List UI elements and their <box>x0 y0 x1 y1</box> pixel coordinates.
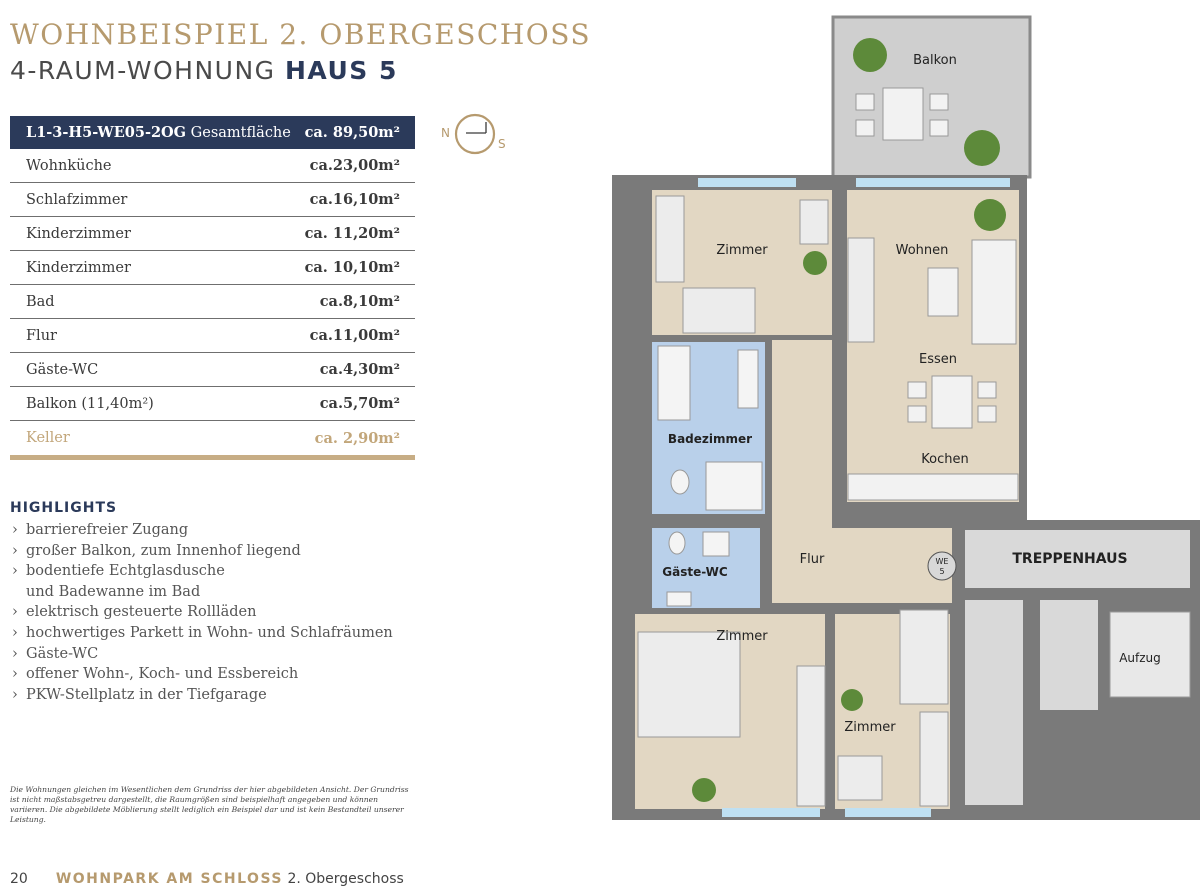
area-value: ca.11,00m² <box>309 327 400 344</box>
toilet <box>669 532 685 554</box>
stairs-right <box>1040 600 1098 710</box>
bed <box>683 288 755 333</box>
chair <box>978 382 996 398</box>
area-value: ca.23,00m² <box>309 157 400 174</box>
area-row <box>10 251 415 285</box>
chair <box>908 406 926 422</box>
sink <box>703 532 729 556</box>
footer-floor: 2. Obergeschoss <box>283 871 404 887</box>
list-item: › barrierefreier Zugang <box>10 520 393 541</box>
label-wohnen: Wohnen <box>895 243 949 258</box>
label-treppenhaus: TREPPENHAUS <box>1012 551 1128 567</box>
cabinet <box>848 238 874 342</box>
room-flur-upper <box>772 340 832 530</box>
window <box>856 178 1010 187</box>
area-value: ca. 10,10m² <box>304 259 400 276</box>
area-value: ca.4,30m² <box>319 361 400 378</box>
dining-table <box>932 376 972 428</box>
plant-icon <box>692 778 716 802</box>
area-row <box>10 285 415 319</box>
toilet <box>671 470 689 494</box>
list-item: und Badewanne im Bad <box>26 583 201 600</box>
shower-tray <box>667 592 691 606</box>
chair <box>856 120 874 136</box>
area-row-keller <box>10 421 415 455</box>
area-label: Schlafzimmer <box>26 191 128 208</box>
compass-north: N <box>441 126 450 140</box>
chair <box>856 94 874 110</box>
compass-south: S <box>498 137 506 151</box>
area-value: ca.5,70m² <box>319 395 400 412</box>
area-row <box>10 217 415 251</box>
plant-icon <box>841 689 863 711</box>
area-value: ca. 2,90m² <box>314 429 400 447</box>
list-item: › hochwertiges Parkett in Wohn- und Schlafräumen <box>10 623 393 644</box>
label-balkon: Balkon <box>913 53 957 68</box>
balcony-table <box>883 88 923 140</box>
area-label: Wohnküche <box>26 157 112 174</box>
label-gaeste-wc: Gäste-WC <box>662 565 728 579</box>
label-we-number: 5 <box>939 567 945 576</box>
area-value: ca. 11,20m² <box>304 225 400 242</box>
total-area-label <box>26 124 291 141</box>
total-area-value: ca. 89,50m² <box>304 124 400 141</box>
chair <box>930 94 948 110</box>
label-essen: Essen <box>919 352 957 367</box>
disclaimer: Die Wohnungen gleichen im Wesentlichen dem Grundriss der hier abgebildeten Ansicht. Der Grundriss ist nicht maßstabsgetreu dargestellt, die Raumgrößen sind beispielhaft angegeben und können variieren. Die abgebildete Möblierung stellt lediglich ein Beispiel dar und ist kein Bestandteil unserer Leistung. <box>10 785 409 824</box>
label-zimmer-bottom-left: Zimmer <box>716 629 768 644</box>
area-label: Flur <box>26 327 57 344</box>
area-table <box>10 116 415 460</box>
stairs-left <box>965 600 1023 805</box>
floor-plan <box>610 15 1200 830</box>
wardrobe <box>920 712 948 806</box>
label-badezimmer: Badezimmer <box>667 432 753 446</box>
area-table-header <box>10 116 415 149</box>
window <box>845 808 931 817</box>
chair <box>930 120 948 136</box>
list-item: › Gäste-WC <box>10 644 393 665</box>
subtitle-house: HAUS 5 <box>284 56 398 85</box>
label-flur: Flur <box>799 552 825 567</box>
wardrobe <box>656 196 684 282</box>
desk <box>800 200 828 244</box>
plant-icon <box>974 199 1006 231</box>
unit-code: L1-3-H5-WE05-2OG <box>26 124 187 141</box>
area-value: ca.8,10m² <box>319 293 400 310</box>
wardrobe <box>797 666 825 806</box>
chair <box>978 406 996 422</box>
double-sink <box>738 350 758 408</box>
table-bottom-bar <box>10 455 415 460</box>
area-row <box>10 183 415 217</box>
area-label: Keller <box>26 430 70 446</box>
desk <box>838 756 882 800</box>
coffee-table <box>928 268 958 316</box>
area-row <box>10 149 415 183</box>
highlights-title: HIGHLIGHTS <box>10 500 118 516</box>
list-item: › offener Wohn-, Koch- und Essbereich <box>10 664 393 685</box>
shower <box>706 462 762 510</box>
label-zimmer-top: Zimmer <box>716 243 768 258</box>
chair <box>908 382 926 398</box>
list-item: › PKW-Stellplatz in der Tiefgarage <box>10 685 393 706</box>
bed <box>638 632 740 737</box>
page-number: 20 <box>10 871 28 887</box>
area-label: Balkon (11,40m²) <box>26 395 154 412</box>
list-item: › bodentiefe Echtglasdusche <box>10 561 393 582</box>
sofa <box>972 240 1016 344</box>
kitchen-counter <box>848 474 1018 500</box>
bed <box>900 610 948 704</box>
area-row <box>10 353 415 387</box>
bathtub <box>658 346 690 420</box>
area-label: Bad <box>26 293 55 310</box>
compass-ring <box>456 115 494 153</box>
area-value: ca.16,10m² <box>309 191 400 208</box>
label-zimmer-bottom-right: Zimmer <box>844 720 896 735</box>
plant-icon <box>964 130 1000 166</box>
compass-icon <box>440 112 520 162</box>
page-footer <box>10 871 404 887</box>
label-aufzug: Aufzug <box>1119 651 1161 665</box>
window <box>722 808 820 817</box>
footer-park: WOHNPARK AM SCHLOSS <box>55 871 283 887</box>
area-label: Kinderzimmer <box>26 225 131 242</box>
label-we: WE <box>935 557 949 566</box>
window <box>698 178 796 187</box>
highlights-list <box>10 520 393 705</box>
page-subtitle <box>10 56 398 85</box>
plant-icon <box>853 38 887 72</box>
list-item: › elektrisch gesteuerte Rollläden <box>10 602 393 623</box>
area-label: Kinderzimmer <box>26 259 131 276</box>
area-row <box>10 387 415 421</box>
page-title: WOHNBEISPIEL 2. OBERGESCHOSS <box>10 18 592 51</box>
list-item: › großer Balkon, zum Innenhof liegend <box>10 541 393 562</box>
total-label: Gesamtfläche <box>186 125 291 141</box>
label-kochen: Kochen <box>921 452 969 467</box>
plant-icon <box>803 251 827 275</box>
area-label: Gäste-WC <box>26 361 99 378</box>
subtitle-prefix: 4-RAUM-WOHNUNG <box>10 56 285 85</box>
area-row <box>10 319 415 353</box>
